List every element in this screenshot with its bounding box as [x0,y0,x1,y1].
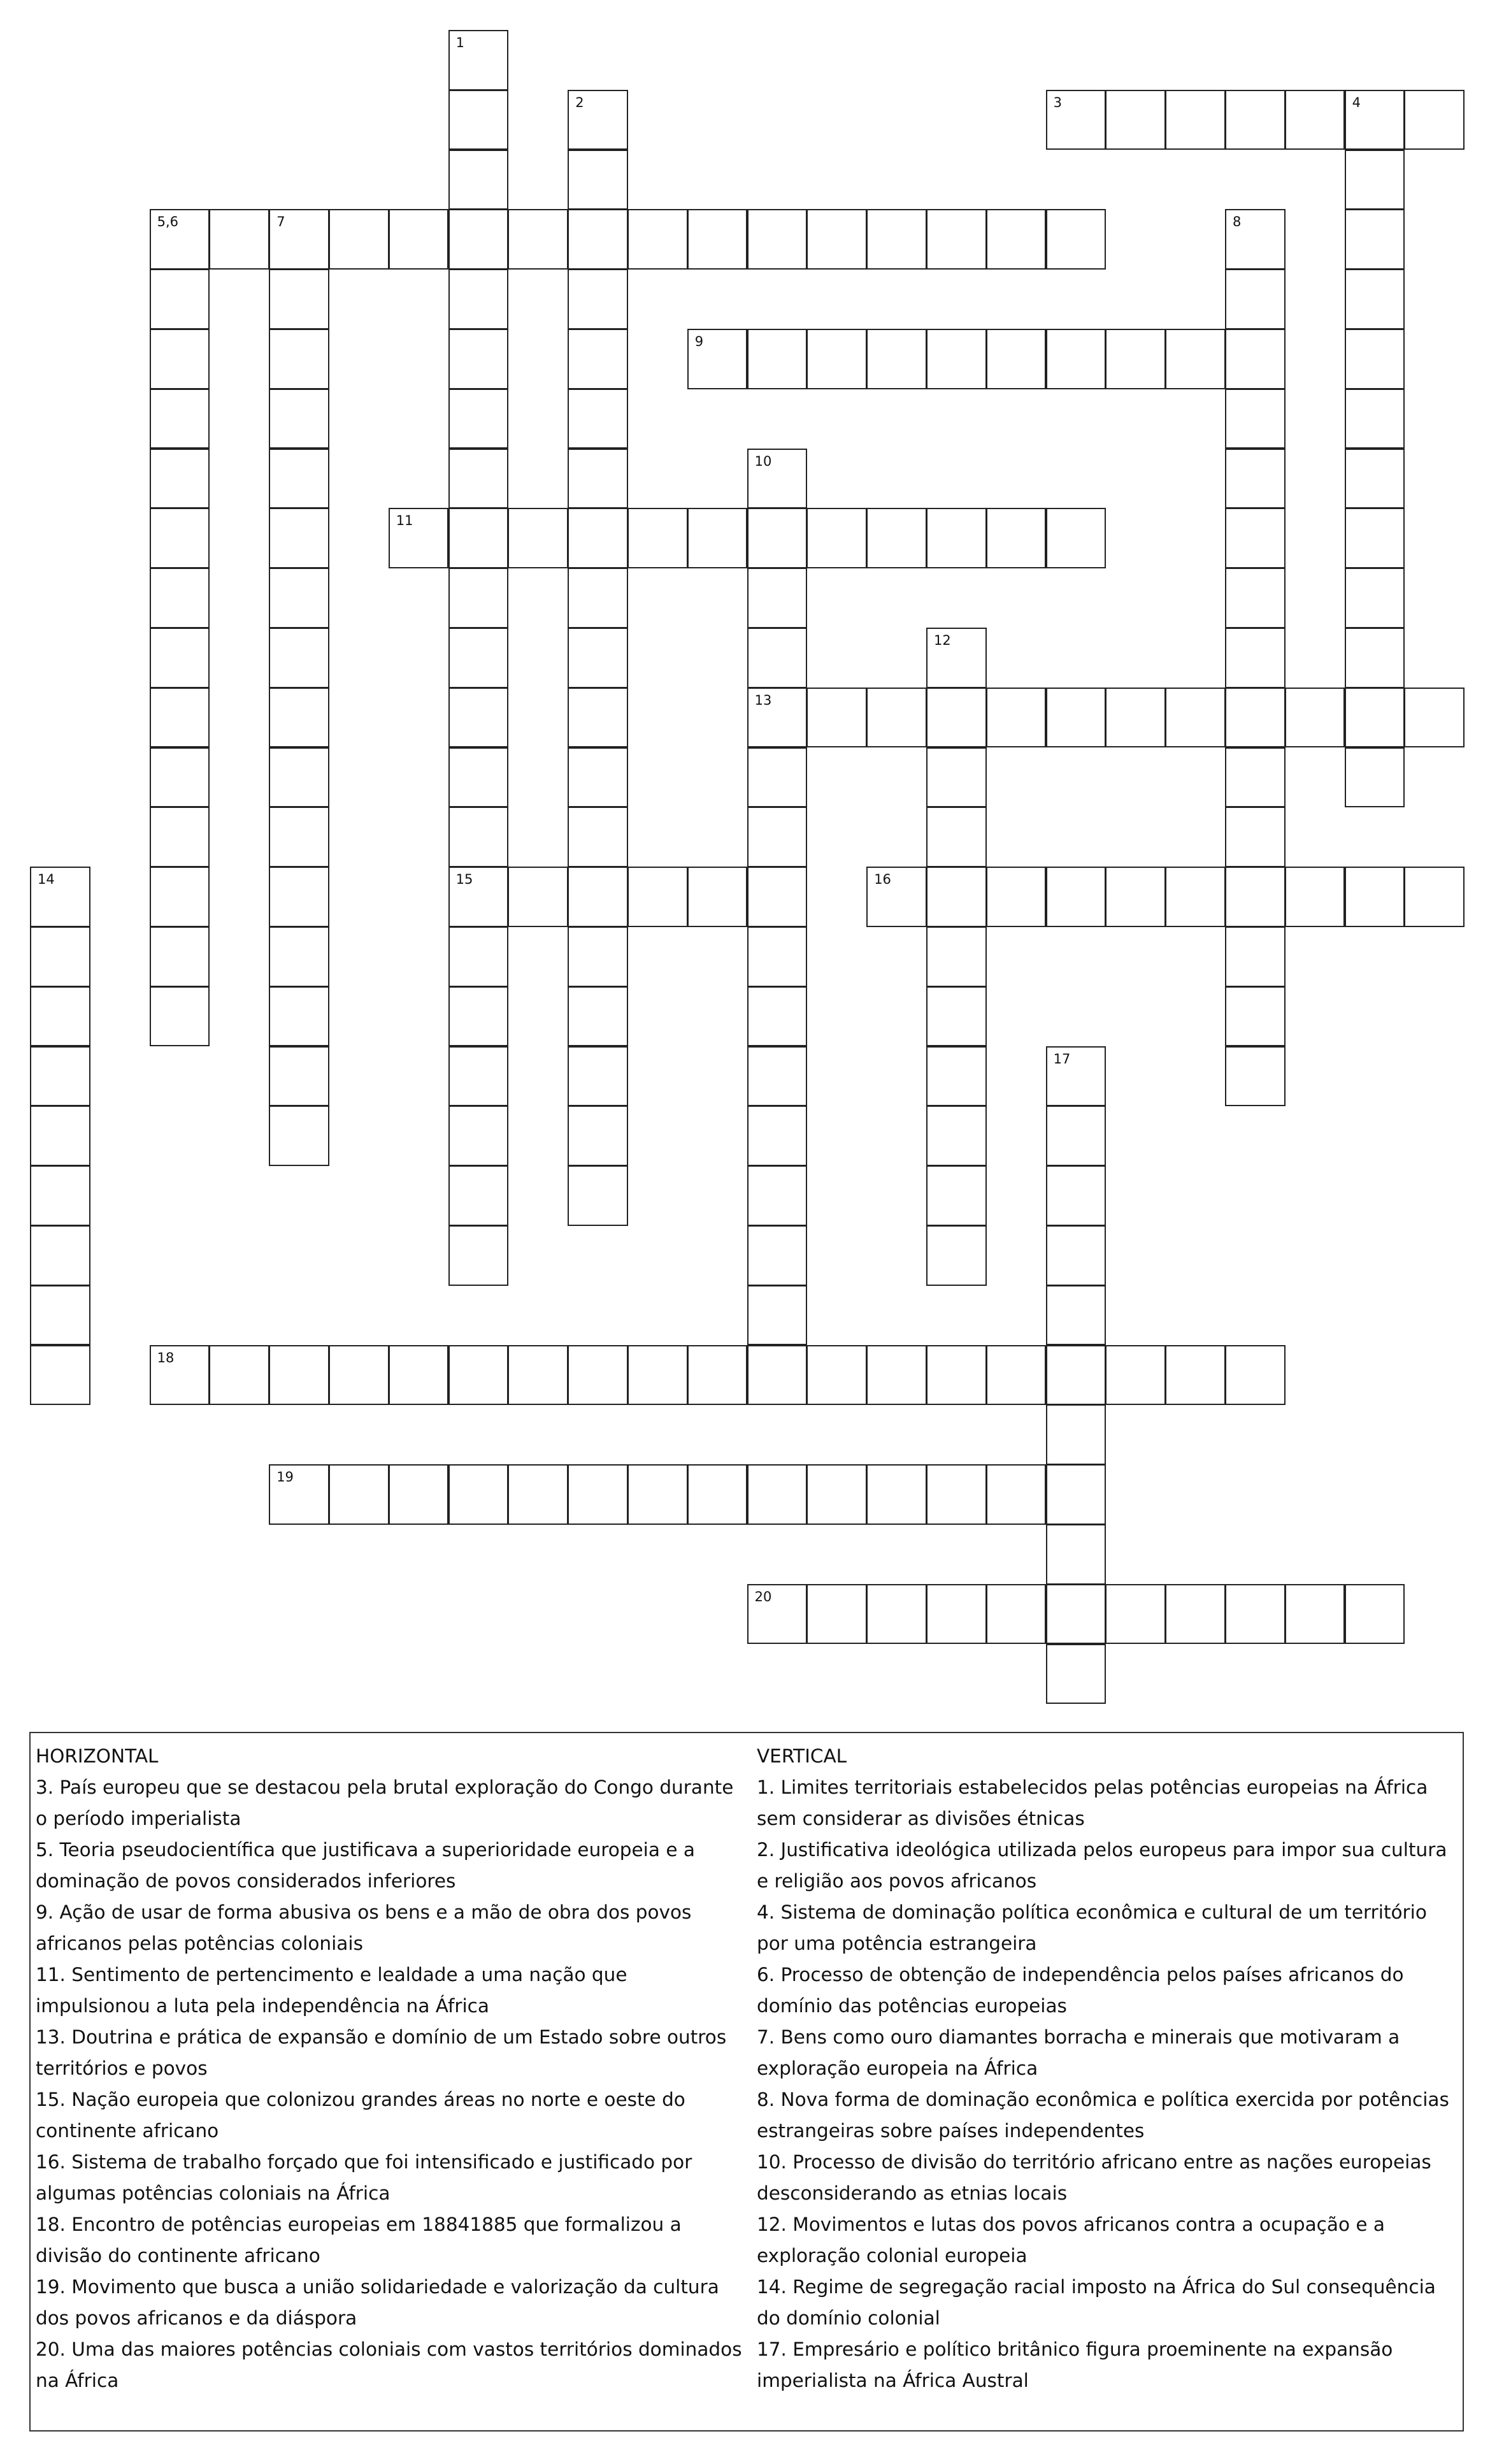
grid-cell[interactable] [926,1046,987,1107]
grid-cell[interactable] [687,508,748,568]
grid-cell[interactable] [1345,449,1405,509]
clue-number: 20 [754,1589,772,1604]
grid-cell[interactable] [269,209,329,270]
grid-cell[interactable] [448,986,509,1047]
grid-cell[interactable] [448,329,509,389]
grid-cell[interactable] [1046,90,1107,150]
grid-cell[interactable] [747,1106,808,1166]
grid-cell[interactable] [448,688,509,748]
across-clue: 16. Sistema de trabalho forçado que foi intensificado e justificado por algumas potências coloniais na África [36,2151,692,2204]
grid-cell[interactable] [150,329,210,389]
grid-cell[interactable] [806,209,867,270]
grid-cell[interactable] [1285,1584,1345,1645]
grid-cell[interactable] [1345,389,1405,449]
grid-cell[interactable] [627,1345,688,1406]
grid-cell[interactable] [269,926,329,987]
across-clue: 13. Doutrina e prática de expansão e domínio de um Estado sobre outros territórios e povos [36,2026,727,2079]
down-clue: 1. Limites territoriais estabelecidos pelas potências europeias na África sem considerar as divisões étnicas [757,1776,1428,1829]
grid-cell[interactable] [986,209,1047,270]
grid-cell[interactable] [1225,807,1286,867]
across-title: HORIZONTAL [36,1745,159,1767]
grid-cell[interactable] [866,688,927,748]
grid-cell[interactable] [1285,867,1345,927]
clue-number: 9 [694,334,704,349]
grid-cell[interactable] [687,209,748,270]
grid-cell[interactable] [1225,1046,1286,1107]
clue-number: 3 [1053,94,1062,110]
grid-cell[interactable] [1046,1345,1107,1406]
grid-cell[interactable] [30,1285,90,1346]
grid-cell[interactable] [568,449,628,509]
grid-cell[interactable] [150,269,210,329]
grid-cell[interactable] [30,867,90,927]
grid-cell[interactable] [866,1584,927,1645]
grid-cell[interactable] [1404,90,1465,150]
grid-cell[interactable] [986,1345,1047,1406]
grid-cell[interactable] [747,1165,808,1226]
grid-cell[interactable] [747,449,808,509]
grid-cell[interactable] [448,747,509,808]
grid-cell[interactable] [1225,389,1286,449]
grid-cell[interactable] [1404,867,1465,927]
grid-cell[interactable] [389,1464,449,1525]
grid-cell[interactable] [448,449,509,509]
grid-cell[interactable] [269,628,329,688]
grid-cell[interactable] [986,329,1047,389]
grid-cell[interactable] [30,1225,90,1286]
grid-cell[interactable] [448,389,509,449]
grid-cell[interactable] [806,329,867,389]
grid-cell[interactable] [1046,1404,1107,1465]
grid-cell[interactable] [329,1464,389,1525]
grid-cell[interactable] [269,1345,329,1406]
grid-cell[interactable] [1225,628,1286,688]
grid-cell[interactable] [1225,747,1286,808]
grid-cell[interactable] [568,628,628,688]
grid-cell[interactable] [269,688,329,748]
grid-cell[interactable] [926,1106,987,1166]
grid-cell[interactable] [1046,1584,1107,1645]
grid-cell[interactable] [747,688,808,748]
grid-cell[interactable] [150,867,210,927]
grid-cell[interactable] [1225,926,1286,987]
grid-cell[interactable] [1345,150,1405,210]
clue-number: 15 [455,872,473,888]
clue-number: 17 [1053,1051,1071,1067]
grid-cell[interactable] [1105,688,1166,748]
grid-cell[interactable] [1105,867,1166,927]
grid-cell[interactable] [329,1345,389,1406]
grid-cell[interactable] [448,867,509,927]
grid-cell[interactable] [269,1106,329,1166]
grid-cell[interactable] [926,747,987,808]
grid-cell[interactable] [926,867,987,927]
grid-cell[interactable] [30,1106,90,1166]
grid-cell[interactable] [1345,269,1405,329]
grid-cell[interactable] [568,1345,628,1406]
grid-cell[interactable] [1105,1584,1166,1645]
grid-cell[interactable] [150,986,210,1047]
grid-cell[interactable] [30,1345,90,1406]
grid-cell[interactable] [986,1584,1047,1645]
grid-cell[interactable] [1345,1584,1405,1645]
clue-number: 2 [575,94,584,110]
grid-cell[interactable] [329,209,389,270]
grid-cell[interactable] [568,1046,628,1107]
grid-cell[interactable] [1046,1165,1107,1226]
grid-cell[interactable] [150,628,210,688]
grid-cell[interactable] [926,508,987,568]
grid-cell[interactable] [150,1345,210,1406]
grid-cell[interactable] [747,329,808,389]
grid-cell[interactable] [1225,1345,1286,1406]
grid-cell[interactable] [1285,90,1345,150]
grid-cell[interactable] [986,867,1047,927]
grid-cell[interactable] [1046,1106,1107,1166]
grid-cell[interactable] [627,508,688,568]
grid-cell[interactable] [1165,329,1226,389]
grid-cell[interactable] [269,807,329,867]
grid-cell[interactable] [866,1345,927,1406]
grid-cell[interactable] [269,747,329,808]
grid-cell[interactable] [627,1464,688,1525]
grid-cell[interactable] [448,628,509,688]
grid-cell[interactable] [747,1046,808,1107]
grid-cell[interactable] [747,628,808,688]
clue-number: 10 [754,453,772,469]
grid-cell[interactable] [1165,688,1226,748]
grid-cell[interactable] [209,1345,269,1406]
clue-number: 4 [1352,94,1361,110]
grid-cell[interactable] [747,568,808,628]
grid-cell[interactable] [150,449,210,509]
down-clue: 6. Processo de obtenção de independência pelos países africanos do domínio das potências europeias [757,1964,1404,2017]
grid-cell[interactable] [568,389,628,449]
grid-cell[interactable] [926,986,987,1047]
grid-cell[interactable] [448,1046,509,1107]
grid-cell[interactable] [806,1345,867,1406]
grid-cell[interactable] [1105,1345,1166,1406]
grid-cell[interactable] [1345,508,1405,568]
grid-cell[interactable] [448,807,509,867]
grid-cell[interactable] [1285,688,1345,748]
grid-cell[interactable] [568,329,628,389]
down-clue: 12. Movimentos e lutas dos povos africanos contra a ocupação e a exploração colonial europeia [757,2214,1385,2266]
grid-cell[interactable] [747,807,808,867]
grid-cell[interactable] [269,269,329,329]
down-clue: 10. Processo de divisão do território africano entre as nações europeias desconsiderando as etnias locais [757,2151,1431,2204]
across-clue: 19. Movimento que busca a união solidariedade e valorização da cultura dos povos africanos e da diáspora [36,2276,719,2329]
grid-cell[interactable] [1105,90,1166,150]
clue-number: 14 [38,872,55,888]
grid-cell[interactable] [269,329,329,389]
grid-cell[interactable] [568,688,628,748]
grid-cell[interactable] [568,90,628,150]
grid-cell[interactable] [1225,329,1286,389]
down-clues [757,1741,1464,2396]
grid-cell[interactable] [269,986,329,1047]
grid-cell[interactable] [448,269,509,329]
grid-cell[interactable] [1404,688,1465,748]
grid-cell[interactable] [508,1464,568,1525]
grid-cell[interactable] [1046,209,1107,270]
across-clue: 11. Sentimento de pertencimento e lealdade a uma nação que impulsionou a luta pela independência na África [36,1964,627,2017]
grid-cell[interactable] [448,30,509,90]
grid-cell[interactable] [150,568,210,628]
grid-cell[interactable] [448,568,509,628]
grid-cell[interactable] [747,986,808,1047]
grid-cell[interactable] [389,209,449,270]
grid-cell[interactable] [747,209,808,270]
across-clues [36,1741,743,2396]
across-clue: 20. Uma das maiores potências coloniais com vastos territórios dominados na África [36,2338,742,2391]
grid-cell[interactable] [1345,329,1405,389]
grid-cell[interactable] [448,1225,509,1286]
grid-cell[interactable] [508,508,568,568]
grid-cell[interactable] [568,269,628,329]
grid-cell[interactable] [1046,1046,1107,1107]
grid-cell[interactable] [1046,688,1107,748]
grid-cell[interactable] [269,508,329,568]
clue-number: 16 [874,872,891,888]
grid-cell[interactable] [568,926,628,987]
grid-cell[interactable] [926,1225,987,1286]
grid-cell[interactable] [926,688,987,748]
down-clue: 2. Justificativa ideológica utilizada pelos europeus para impor sua cultura e religião aos povos africanos [757,1839,1447,1892]
grid-cell[interactable] [1345,747,1405,808]
grid-cell[interactable] [508,209,568,270]
grid-cell[interactable] [448,1464,509,1525]
grid-cell[interactable] [269,389,329,449]
grid-cell[interactable] [866,329,927,389]
down-clue: 17. Empresário e político britânico figura proeminente na expansão imperialista na África Austral [757,2338,1393,2391]
across-clue: 15. Nação europeia que colonizou grandes áreas no norte e oeste do continente africano [36,2089,685,2142]
grid-cell[interactable] [1345,209,1405,270]
grid-cell[interactable] [1165,1584,1226,1645]
down-clue: 8. Nova forma de dominação econômica e política exercida por potências estrangeiras sobre países independentes [757,2089,1449,2142]
grid-cell[interactable] [687,329,748,389]
grid-cell[interactable] [926,628,987,688]
grid-cell[interactable] [806,1464,867,1525]
clues-box [29,1732,1464,2432]
grid-cell[interactable] [568,508,628,568]
grid-cell[interactable] [568,568,628,628]
grid-cell[interactable] [806,508,867,568]
grid-cell[interactable] [866,508,927,568]
grid-cell[interactable] [568,807,628,867]
grid-cell[interactable] [1225,867,1286,927]
grid-cell[interactable] [448,150,509,210]
grid-cell[interactable] [1225,449,1286,509]
grid-cell[interactable] [1165,867,1226,927]
grid-cell[interactable] [1046,1644,1107,1704]
grid-cell[interactable] [866,867,927,927]
grid-cell[interactable] [30,986,90,1047]
grid-cell[interactable] [448,1165,509,1226]
grid-cell[interactable] [926,1345,987,1406]
grid-cell[interactable] [1046,1464,1107,1525]
grid-cell[interactable] [687,1345,748,1406]
grid-cell[interactable] [30,1165,90,1226]
grid-cell[interactable] [747,1584,808,1645]
clue-number: 19 [276,1469,294,1485]
grid-cell[interactable] [747,747,808,808]
grid-cell[interactable] [627,209,688,270]
down-title: VERTICAL [757,1745,847,1767]
grid-cell[interactable] [806,1584,867,1645]
grid-cell[interactable] [568,1464,628,1525]
grid-cell[interactable] [209,209,269,270]
grid-cell[interactable] [150,508,210,568]
clue-number: 5,6 [157,214,178,230]
grid-cell[interactable] [568,1106,628,1166]
grid-cell[interactable] [150,926,210,987]
clue-number: 18 [157,1350,175,1365]
grid-cell[interactable] [150,389,210,449]
clue-number: 7 [276,214,285,230]
grid-cell[interactable] [1345,90,1405,150]
grid-cell[interactable] [926,1464,987,1525]
grid-cell[interactable] [1165,90,1226,150]
grid-cell[interactable] [448,926,509,987]
grid-cell[interactable] [687,1464,748,1525]
clue-number: 12 [934,633,951,648]
grid-cell[interactable] [269,449,329,509]
grid-cell[interactable] [1165,1345,1226,1406]
clue-number: 8 [1233,214,1242,230]
grid-cell[interactable] [448,209,509,270]
grid-cell[interactable] [687,867,748,927]
grid-cell[interactable] [1345,867,1405,927]
grid-cell[interactable] [1046,508,1107,568]
grid-cell[interactable] [150,209,210,270]
grid-cell[interactable] [269,568,329,628]
grid-cell[interactable] [1225,269,1286,329]
grid-cell[interactable] [747,1225,808,1286]
across-clue: 5. Teoria pseudocientífica que justificava a superioridade europeia e a dominação de povos considerados inferiores [36,1839,695,1892]
grid-cell[interactable] [1345,688,1405,748]
grid-cell[interactable] [150,747,210,808]
grid-cell[interactable] [150,688,210,748]
grid-cell[interactable] [1105,329,1166,389]
grid-cell[interactable] [269,867,329,927]
grid-cell[interactable] [747,867,808,927]
down-clue: 4. Sistema de dominação política econômica e cultural de um território por uma potência estrangeira [757,1901,1427,1954]
down-clue: 7. Bens como ouro diamantes borracha e minerais que motivaram a exploração europeia na África [757,2026,1400,2079]
grid-cell[interactable] [806,688,867,748]
grid-cell[interactable] [1046,1524,1107,1585]
grid-cell[interactable] [448,508,509,568]
grid-cell[interactable] [926,329,987,389]
down-clue: 14. Regime de segregação racial imposto na África do Sul consequência do domínio colonial [757,2276,1436,2329]
grid-cell[interactable] [389,1345,449,1406]
grid-cell[interactable] [1046,329,1107,389]
grid-cell[interactable] [568,986,628,1047]
grid-cell[interactable] [1046,1225,1107,1286]
grid-cell[interactable] [926,807,987,867]
grid-cell[interactable] [389,508,449,568]
grid-cell[interactable] [568,867,628,927]
grid-cell[interactable] [568,150,628,210]
grid-cell[interactable] [568,209,628,270]
grid-cell[interactable] [1225,90,1286,150]
grid-cell[interactable] [986,688,1047,748]
grid-cell[interactable] [747,1464,808,1525]
grid-cell[interactable] [1345,628,1405,688]
grid-cell[interactable] [926,926,987,987]
grid-cell[interactable] [747,508,808,568]
grid-cell[interactable] [1225,508,1286,568]
clue-number: 1 [455,35,464,50]
grid-cell[interactable] [1225,986,1286,1047]
grid-cell[interactable] [30,1046,90,1107]
grid-cell[interactable] [269,1464,329,1525]
grid-cell[interactable] [508,867,568,927]
grid-cell[interactable] [866,209,927,270]
grid-cell[interactable] [747,1345,808,1406]
grid-cell[interactable] [926,1584,987,1645]
grid-cell[interactable] [269,1046,329,1107]
clue-number: 13 [754,692,772,708]
grid-cell[interactable] [150,807,210,867]
grid-cell[interactable] [1225,688,1286,748]
grid-cell[interactable] [1345,568,1405,628]
grid-cell[interactable] [568,1165,628,1226]
grid-cell[interactable] [747,1285,808,1346]
across-clue: 9. Ação de usar de forma abusiva os bens e a mão de obra dos povos africanos pelas potências coloniais [36,1901,692,1954]
grid-cell[interactable] [926,209,987,270]
grid-cell[interactable] [1046,867,1107,927]
grid-cell[interactable] [627,867,688,927]
clue-number: 11 [396,513,413,529]
grid-cell[interactable] [926,1165,987,1226]
grid-cell[interactable] [986,508,1047,568]
grid-cell[interactable] [1225,209,1286,270]
grid-cell[interactable] [568,747,628,808]
grid-cell[interactable] [1225,568,1286,628]
grid-cell[interactable] [866,1464,927,1525]
across-clue: 18. Encontro de potências europeias em 18841885 que formalizou a divisão do continente africano [36,2214,682,2266]
grid-cell[interactable] [1225,1584,1286,1645]
grid-cell[interactable] [508,1345,568,1406]
grid-cell[interactable] [1046,1285,1107,1346]
grid-cell[interactable] [448,90,509,150]
grid-cell[interactable] [30,926,90,987]
grid-cell[interactable] [448,1345,509,1406]
grid-cell[interactable] [747,926,808,987]
across-clue: 3. País europeu que se destacou pela brutal exploração do Congo durante o período imperialista [36,1776,734,1829]
grid-cell[interactable] [986,1464,1047,1525]
grid-cell[interactable] [448,1106,509,1166]
